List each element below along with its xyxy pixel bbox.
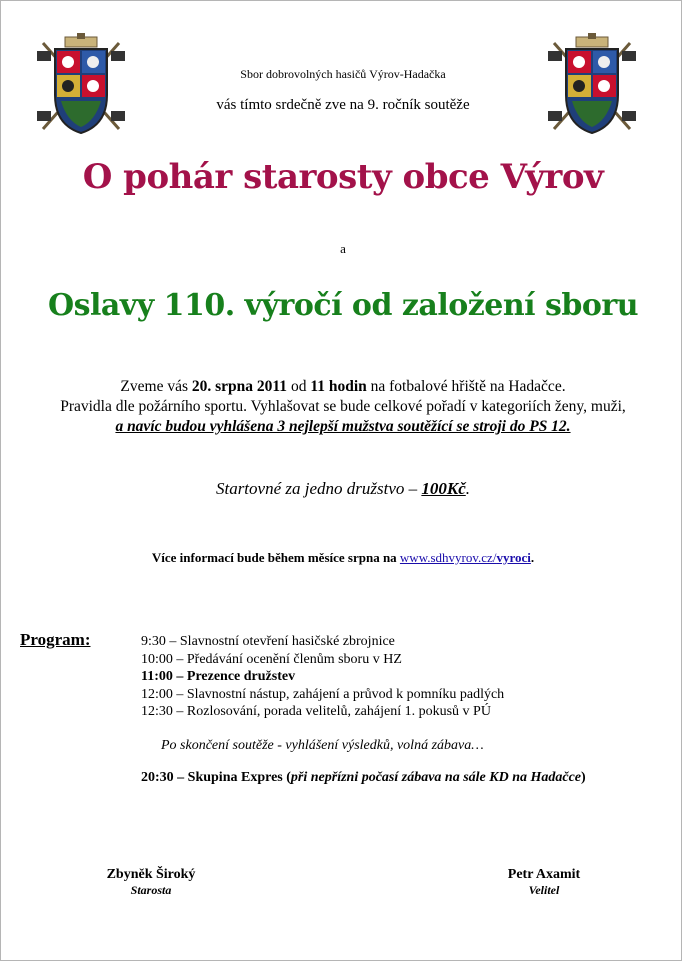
schedule-row: 10:00 – Předávání ocenění členům sboru v HZ xyxy=(141,651,402,667)
evening-band xyxy=(141,770,586,786)
info-text: Zveme vás xyxy=(120,378,192,395)
entry-fee xyxy=(1,479,684,499)
fire-brigade-emblem-right xyxy=(546,33,638,137)
band-note: při nepřízni počasí zábava na sále KD na Hadačce xyxy=(290,770,582,785)
schedule-row: 11:00 – Prezence družstev xyxy=(141,669,296,685)
organization-name: Sbor dobrovolných hasičů Výrov-Hadačka xyxy=(240,67,446,81)
website-link[interactable] xyxy=(400,550,531,565)
schedule-row: 9:30 – Slavnostní otevření hasičské zbrojnice xyxy=(141,634,395,649)
link-part: www.sdhvyrov.cz/ xyxy=(399,550,497,565)
after-competition: Po skončení soutěže - vyhlášení výsledků, volná zábava… xyxy=(161,738,484,753)
info-line-2: Pravidla dle požárního sportu. Vyhlašovat se bude celkové pořadí v kategoriích ženy, muži, xyxy=(60,398,626,415)
fire-brigade-emblem-left xyxy=(35,33,127,137)
main-title: O pohár starosty obce Výrov xyxy=(82,157,604,197)
signature-role: Velitel xyxy=(528,883,560,897)
band-text: 20:30 – Skupina Expres ( xyxy=(141,770,291,785)
info-text: na fotbalové hřiště na Hadačce. xyxy=(366,378,566,395)
more-info-end: . xyxy=(530,550,535,565)
more-info-text: Více informací bude během měsíce srpna na xyxy=(151,550,400,565)
link-part: vyroci xyxy=(496,550,531,565)
event-info xyxy=(1,377,684,437)
fee-end: . xyxy=(465,479,471,498)
event-date: 20. srpna 2011 xyxy=(191,378,288,395)
info-line-3: a navíc budou vyhlášena 3 nejlepší mužstva soutěžící se stroji do PS 12. xyxy=(115,418,571,435)
second-title: Oslavy 110. výročí od založení sboru xyxy=(47,288,639,323)
schedule-row: 12:30 – Rozlosování, porada velitelů, zahájení 1. pokusů v PÚ xyxy=(141,704,491,720)
invite-line: vás tímto srdečně zve na 9. ročník soutěže xyxy=(216,97,470,113)
fee-text: Startovné za jedno družstvo – xyxy=(215,479,422,498)
signature-mayor xyxy=(81,867,221,898)
fee-amount: 100Kč xyxy=(421,479,466,498)
conjunction: a xyxy=(340,241,346,256)
event-time: 11 hodin xyxy=(310,378,367,395)
schedule-row: 12:00 – Slavnostní nástup, zahájení a průvod k pomníku padlých xyxy=(141,686,505,702)
signature-name: Petr Axamit xyxy=(507,867,581,882)
more-info xyxy=(1,550,684,566)
signature-commander xyxy=(474,867,614,898)
info-text: od xyxy=(287,378,311,395)
band-end: ) xyxy=(581,770,586,785)
program-label: Program: xyxy=(20,630,91,649)
info-line-1 xyxy=(1,377,684,397)
signature-role: Starosta xyxy=(130,883,172,897)
program-schedule xyxy=(141,633,504,721)
signature-name: Zbyněk Široký xyxy=(106,867,196,882)
